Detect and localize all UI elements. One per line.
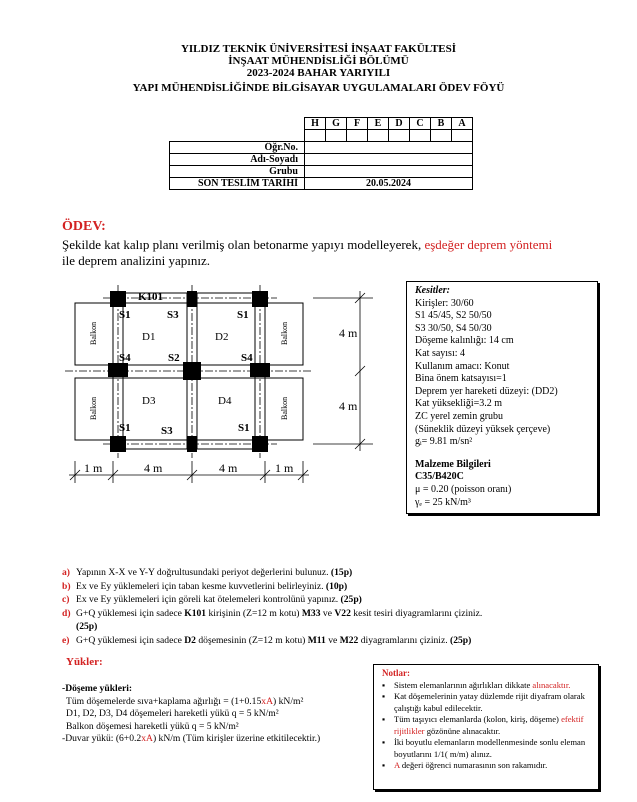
grade-letter: E: [368, 118, 389, 130]
balcony-label: Balkon: [89, 396, 98, 420]
question-bold: V22: [334, 607, 351, 619]
material-class: C35/B420C: [415, 471, 464, 483]
question-text: Ex ve Ey yüklemeleri için göreli kat ötelemeleri kontrolünü yapınız.: [76, 594, 341, 605]
question-bold: M22: [339, 634, 359, 646]
question-text: ve: [325, 634, 340, 646]
grade-letter: A: [452, 118, 473, 130]
deadline-value: 20.05.2024: [305, 178, 473, 190]
load-text: ) kN/m (Tüm kirişler üzerine etkitilecektir.): [152, 733, 321, 744]
column-label: S1: [237, 309, 249, 321]
notes-box: [373, 664, 599, 790]
group-row: [170, 166, 473, 178]
deadline-row: [170, 178, 473, 190]
question-points: (25p): [76, 621, 98, 632]
assignment-text: [62, 237, 582, 269]
column-label: S3: [161, 425, 173, 437]
student-number-label: Öğr.No.: [170, 142, 305, 154]
sections-title: Kesitler:: [415, 285, 450, 296]
question-text: kesit tesiri diyagramlarını çiziniz.: [350, 607, 483, 619]
course-title: YAPI MÜHENDİSLİĞİNDE BİLGİSAYAR UYGULAMALARI ÖDEV FÖYÜ: [132, 82, 505, 94]
load-line: [62, 696, 372, 709]
slab-label: D2: [215, 331, 229, 343]
notes-title: Notlar:: [382, 668, 410, 678]
column-mark: [187, 436, 197, 452]
sections-box: [406, 281, 598, 514]
section-line: S1 45/45, S2 50/50: [415, 310, 492, 322]
balcony-label: Balkon: [280, 321, 289, 345]
note-highlight: A: [394, 760, 400, 770]
question-text: G+Q yüklemesi için sadece: [76, 607, 185, 619]
slab-label: D1: [142, 331, 156, 343]
question-text: kirişinin (Z=12 m kotu): [206, 607, 302, 619]
grade-table: [169, 117, 473, 190]
slab-label: D3: [142, 395, 156, 407]
group-label: Grubu: [170, 166, 305, 178]
dimension-label: 1 m: [84, 461, 103, 475]
column-label: S1: [119, 309, 131, 321]
horizontal-dimension: [69, 461, 309, 483]
column-mark: [252, 436, 268, 452]
column-mark: [110, 436, 126, 452]
name-row: [170, 154, 473, 166]
grade-letter: C: [410, 118, 431, 130]
section-line: Bina önem katsayısı=1: [415, 373, 507, 385]
question-item: [62, 593, 592, 607]
column-mark: [110, 291, 126, 307]
section-line: S3 30/50, S4 50/30: [415, 322, 492, 334]
vertical-dimension: [313, 291, 373, 451]
section-line: Deprem yer hareketi düzeyi: (DD2): [415, 385, 558, 397]
slab-label: D4: [218, 395, 232, 407]
beam-label: K101: [138, 291, 164, 303]
question-bold: M11: [307, 634, 326, 646]
balcony-label: Balkon: [89, 321, 98, 345]
unit-weight-line: γₑ = 25 kN/m³: [415, 496, 471, 508]
assignment-method-highlight: eşdeğer deprem yöntemi: [424, 237, 553, 252]
load-variable: xA: [141, 733, 153, 744]
question-item: [62, 607, 592, 634]
dimension-label: 1 m: [275, 461, 294, 475]
column-mark: [250, 363, 270, 377]
university-title: YILDIZ TEKNİK ÜNİVERSİTESİ İNŞAAT FAKÜLTESİ: [180, 43, 457, 55]
assignment-text-before: Şekilde kat kalıp planı verilmiş olan betonarme yapıyı modelleyerek,: [62, 237, 425, 252]
note-text: değeri öğrenci numarasının son rakamıdır.: [399, 760, 548, 770]
note-item: [382, 680, 594, 692]
assignment-title: ÖDEV:: [62, 219, 106, 234]
load-line: Balkon döşemesi hareketli yükü q = 5 kN/m²: [66, 720, 239, 732]
section-line: Kat yüksekliği=3.2 m: [415, 398, 503, 410]
group-field[interactable]: [305, 166, 473, 178]
question-letter: c): [62, 594, 70, 605]
note-item: ▪ Kat döşemelerinin yatay düzlemde rijit diyafram olarak çalıştığı kabul edilecektir.: [382, 691, 594, 714]
question-points: (10p): [325, 580, 348, 592]
grade-letter-row: [170, 118, 473, 130]
student-number-row: [170, 142, 473, 154]
note-highlight: efektif rijitlikler: [394, 714, 584, 736]
questions-list: [62, 566, 592, 647]
section-line: Kat sayısı: 4: [415, 347, 465, 359]
dimension-label: 4 m: [339, 326, 358, 340]
question-item: [62, 634, 592, 648]
column-mark: [183, 362, 201, 380]
load-variable: xA: [261, 695, 273, 707]
poisson-line: μ = 0.20 (poisson oranı): [415, 483, 512, 495]
load-text: ) kN/m²: [273, 695, 304, 707]
section-line: Döşeme kalınlığı: 14 cm: [415, 335, 514, 347]
name-label: Adı-Soyadı: [170, 154, 305, 166]
material-title: Malzeme Bilgileri: [415, 458, 491, 470]
section-line: ZC yerel zemin grubu: [415, 410, 504, 422]
question-text: ve: [320, 607, 335, 619]
column-label: S4: [119, 352, 131, 364]
note-text: Tüm taşıyıcı elemanlarda (kolon, kiriş, döşeme): [394, 714, 562, 724]
question-text: G+Q yüklemesi için sadece: [76, 634, 185, 646]
dimension-label: 4 m: [144, 461, 163, 475]
column-label: S3: [167, 309, 179, 321]
load-line: D1, D2, D3, D4 döşemeleri hareketli yükü q = 5 kN/m²: [66, 708, 279, 719]
semester-title: 2023-2024 BAHAR YARIYILI: [246, 67, 391, 79]
question-letter: a): [62, 567, 70, 578]
question-letter: e): [62, 634, 70, 646]
assignment-text-after: ile deprem analizini yapınız.: [62, 253, 210, 268]
column-mark: [252, 291, 268, 307]
department-title: İNŞAAT MÜHENDİSLİĞİ BÖLÜMÜ: [228, 55, 409, 67]
question-text: Yapının X-X ve Y-Y doğrultusundaki periyot değerlerini bulunuz.: [76, 567, 331, 578]
note-item: [382, 714, 594, 737]
gravity-line: gᵢ= 9.81 m/sn²: [415, 436, 473, 448]
section-line: Kirişler: 30/60: [415, 297, 474, 309]
question-text: diyagramlarını çiziniz.: [358, 634, 450, 646]
note-text: Sistem elemanlarının ağırlıkları dikkate: [394, 679, 533, 690]
floor-plan: [55, 283, 385, 498]
question-points: (15p): [330, 567, 353, 578]
grade-letter: G: [326, 118, 347, 130]
section-line: (Süneklik düzeyi yüksek çerçeve): [415, 423, 551, 435]
loads-title: Yükler:: [66, 656, 103, 668]
grade-letter: B: [431, 118, 452, 130]
grade-letter: F: [347, 118, 368, 130]
question-points: (25p): [450, 634, 472, 646]
column-mark: [187, 291, 197, 307]
question-item: [62, 580, 592, 594]
load-text: Tüm döşemelerde sıva+kaplama ağırlığı = (1+0.15: [66, 695, 262, 707]
question-letter: d): [62, 607, 71, 619]
grade-letter: H: [305, 118, 326, 130]
column-mark: [108, 363, 128, 377]
column-label: S1: [238, 422, 250, 434]
question-text: döşemesinin (Z=12 m kotu): [195, 634, 308, 646]
note-highlight: alınacaktır.: [532, 679, 571, 690]
question-bold: D2: [184, 634, 196, 646]
note-item: ▪ İki boyutlu elemanların modellenmesinde sonlu eleman boyutlarını 1/1( m/m) alınız.: [382, 737, 594, 760]
slab-loads-title: -Döşeme yükleri:: [62, 683, 133, 694]
load-text: -Duvar yükü: (6+0.2: [62, 733, 142, 744]
question-bold: K101: [184, 607, 207, 619]
column-label: S4: [241, 352, 253, 364]
column-label: S2: [168, 352, 180, 364]
question-points: (25p): [340, 594, 362, 605]
name-field[interactable]: [305, 154, 473, 166]
load-line: [62, 733, 372, 746]
question-bold: M33: [301, 607, 321, 619]
question-item: [62, 566, 592, 580]
question-text: Ex ve Ey yüklemeleri için taban kesme kuvvetlerini belirleyiniz.: [76, 580, 326, 592]
dimension-label: 4 m: [219, 461, 238, 475]
deadline-label: SON TESLİM TARİHİ: [170, 178, 305, 190]
column-label: S1: [119, 422, 131, 434]
balcony-label: Balkon: [280, 396, 289, 420]
note-text: gözönüne alınacaktır.: [424, 725, 501, 736]
section-line: Kullanım amacı: Konut: [415, 360, 510, 372]
note-item: [382, 760, 594, 772]
loads-block: [62, 683, 372, 746]
dimension-label: 4 m: [339, 399, 358, 413]
grade-letter: D: [389, 118, 410, 130]
question-letter: b): [62, 580, 71, 592]
student-number-field[interactable]: [305, 142, 473, 154]
